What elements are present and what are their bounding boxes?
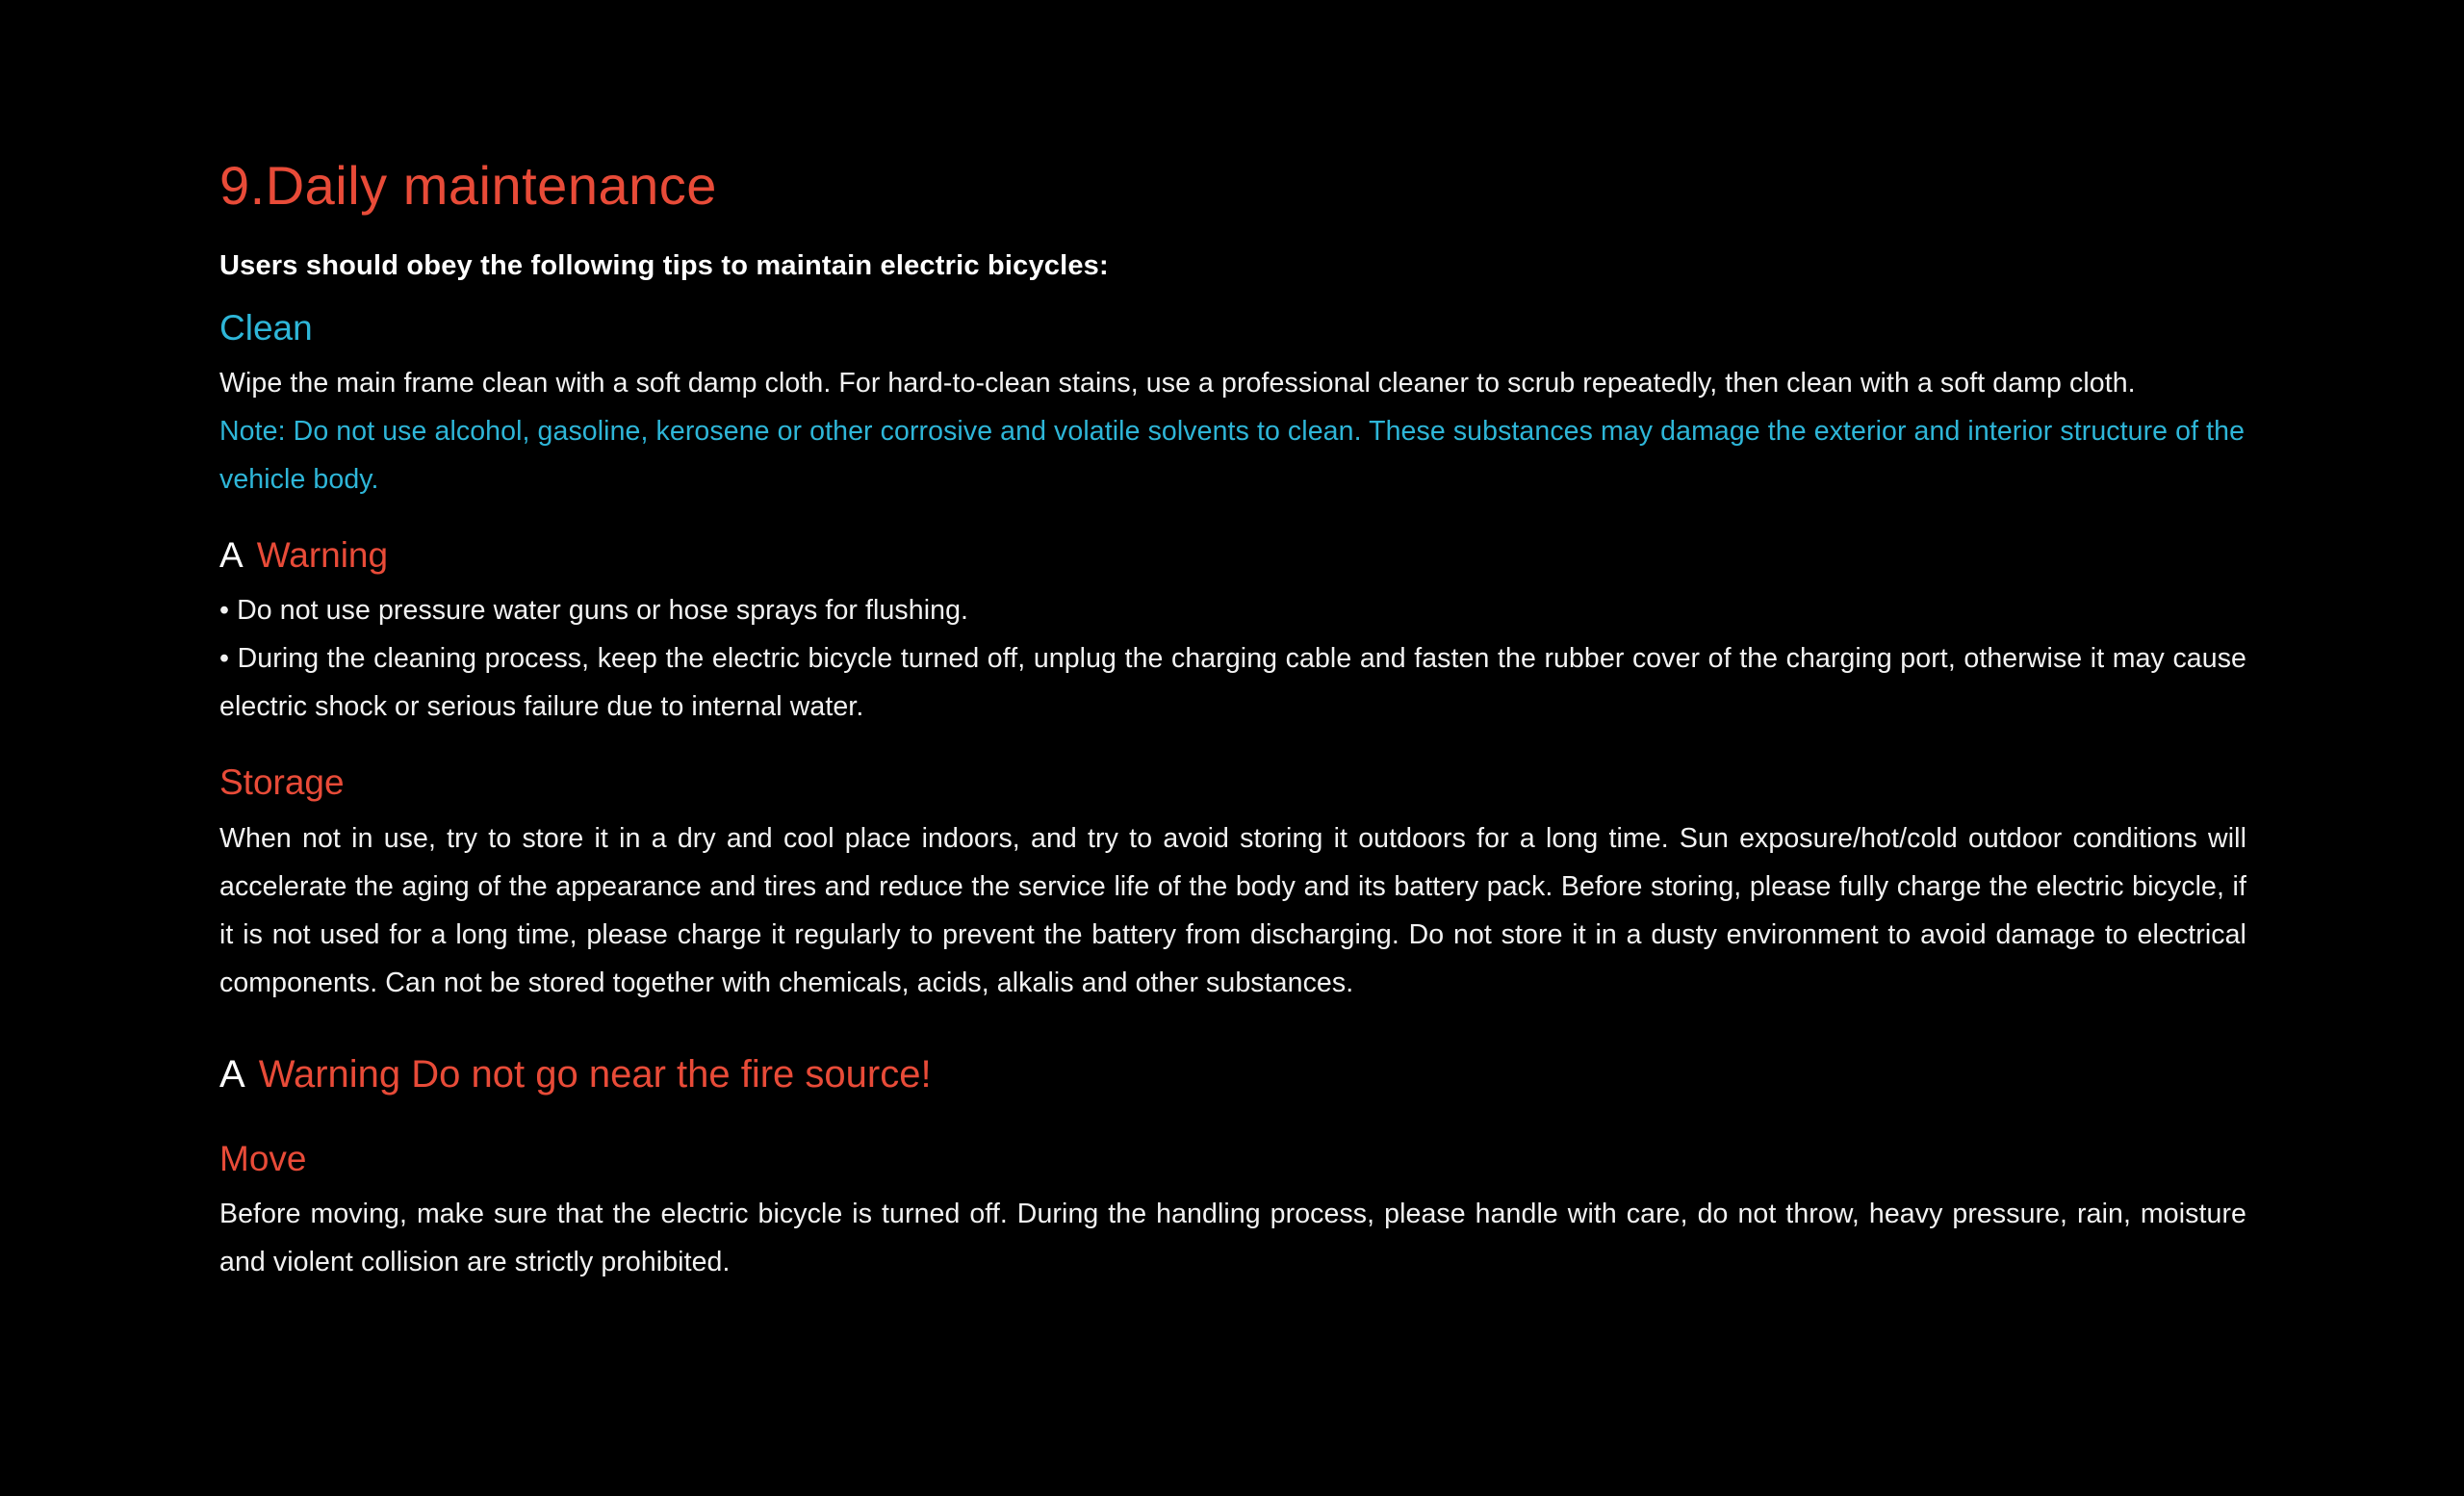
clean-paragraph: Wipe the main frame clean with a soft damp cloth. For hard-to-clean stains, use a professional cleaner to scrub repeatedly, then clean with a soft damp cloth. xyxy=(219,367,2136,399)
warning-heading-cleaning xyxy=(219,534,2246,577)
move-paragraph: Before moving, make sure that the electric bicycle is turned off. During the handling process, please handle with care, do not throw, heavy pressure, rain, moisture and violent collision are strictly prohibited. xyxy=(219,1199,2246,1278)
warning-symbol: A xyxy=(219,534,244,575)
storage-paragraph: When not in use, try to store it in a dry and cool place indoors, and try to avoid storing it outdoors for a long time. Sun exposure/hot/cold outdoor conditions will accelerate the aging of the appearance and tires and reduce the service life of the body and its battery pack. Before storing, please fully charge the electric bicycle, if it is not used for a long time, please charge it regularly to prevent the battery from discharging. Do not store it in a dusty environment to avoid damage to electrical components. Can not be stored together with chemicals, acids, alkalis and other substances. xyxy=(219,822,2246,998)
warning-bullet-item: • Do not use pressure water guns or hose sprays for flushing. xyxy=(219,595,969,627)
warning-symbol: A xyxy=(219,1052,245,1096)
section-heading-storage: Storage xyxy=(219,762,345,803)
warning-fire-label: Warning Do not go near the fire source! xyxy=(258,1052,932,1096)
clean-note: Note: Do not use alcohol, gasoline, kerosene or other corrosive and volatile solvents to clean. These substances may damage the exterior and interior structure of the vehicle body. xyxy=(219,415,2246,495)
warning-heading-fire xyxy=(219,1051,2246,1097)
section-heading-move: Move xyxy=(219,1138,307,1178)
warning-bullet-item: • During the cleaning process, keep the electric bicycle turned off, unplug the charging cable and fasten the rubber cover of the charging port, otherwise it may cause electric shock or serious failure due to internal water. xyxy=(219,643,2246,723)
warning-label: Warning xyxy=(256,534,389,575)
page-title: 9.Daily maintenance xyxy=(219,155,717,216)
intro-text: Users should obey the following tips to maintain electric bicycles: xyxy=(219,249,1109,281)
manual-page xyxy=(219,156,2246,1286)
section-heading-clean: Clean xyxy=(219,307,313,348)
